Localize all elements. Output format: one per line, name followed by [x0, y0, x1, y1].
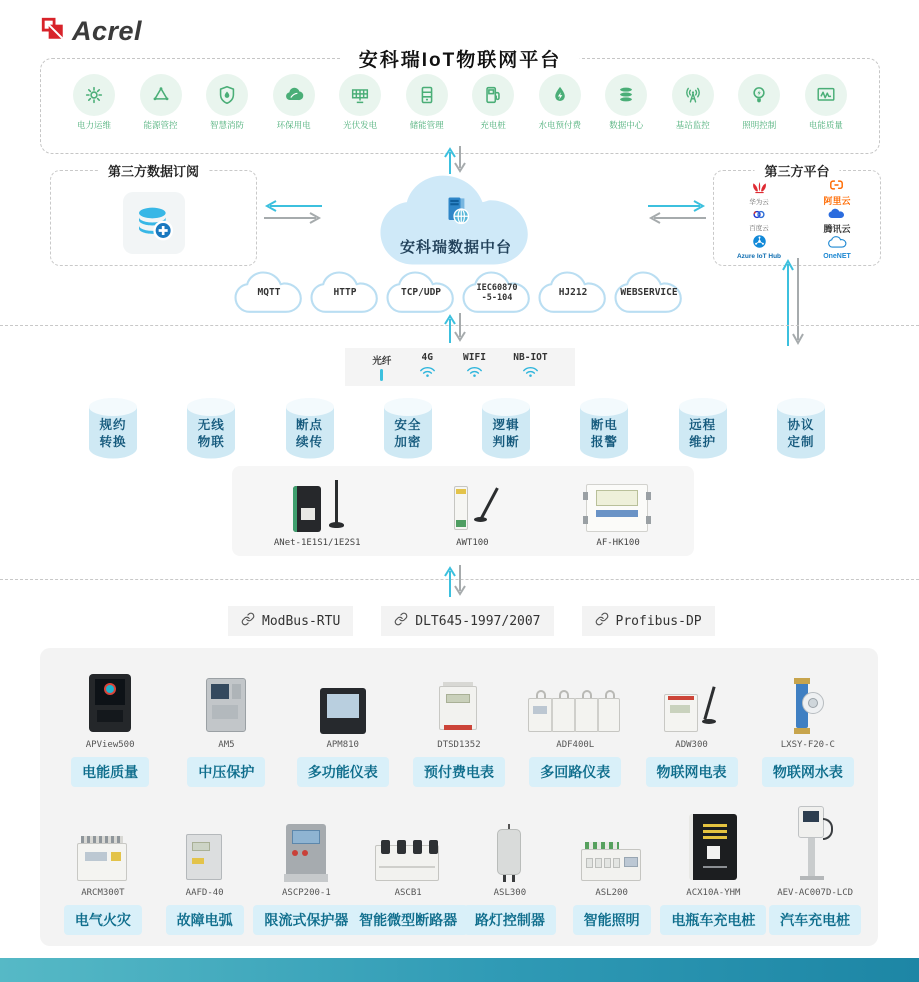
protocol-label: HJ212 — [558, 287, 588, 298]
app-label: 充电桩 — [480, 120, 506, 130]
app-item-solar-pv — [331, 74, 389, 131]
capability-label: 报警 — [590, 434, 618, 449]
app-item-data-center — [597, 74, 655, 131]
base-station-icon — [672, 74, 714, 116]
provider-ali-cloud — [823, 179, 850, 206]
app-item-lighting-control — [730, 74, 788, 131]
aev-charger-device-image — [792, 806, 838, 882]
app-item-power-quality — [797, 74, 855, 131]
apview500-device-image — [87, 672, 133, 734]
capability-cylinder — [577, 397, 631, 461]
eco-power-icon — [273, 74, 315, 116]
app-item-prepaid-utility — [531, 74, 589, 131]
device-aev-ac007d-lcd — [764, 812, 866, 935]
brand-name: Acrel — [72, 16, 143, 46]
protocol-label: IEC60870 — [476, 283, 518, 293]
conn-4g — [419, 352, 436, 383]
device-category-chip: 中压保护 — [187, 757, 265, 787]
provider-label: 华为云 — [749, 198, 769, 206]
device-model: DTSD1352 — [437, 740, 481, 750]
exchange-arrows-left — [262, 199, 324, 230]
data-center-icon — [605, 74, 647, 116]
conn-label: 4G — [421, 351, 433, 363]
capability-label: 定制 — [787, 434, 815, 449]
devices-row-2 — [52, 812, 866, 935]
capability-label: 协议 — [787, 418, 815, 432]
device-category-chip: 多回路仪表 — [529, 757, 621, 787]
capability-cylinder — [283, 397, 337, 461]
gateway-box — [232, 466, 694, 556]
capability-label: 物联 — [197, 434, 225, 449]
device-category-chip: 限流式保护器 — [253, 905, 359, 935]
protocol-chip-label: DLT645-1997/2007 — [415, 613, 541, 629]
bottom-accent-bar — [0, 958, 919, 982]
lxsy-water-meter-image — [788, 678, 828, 734]
provider-huawei-cloud — [749, 180, 769, 207]
ev-charger-icon — [472, 74, 514, 116]
onenet-icon — [828, 236, 847, 252]
gateway-model: AWT100 — [456, 538, 489, 548]
device-model: LXSY-F20-C — [780, 740, 835, 750]
protocol-chip-modbus — [228, 606, 353, 636]
protocol-label: MQTT — [257, 287, 281, 298]
device-model: AAFD-40 — [185, 888, 224, 898]
wifi-icon — [419, 364, 436, 383]
cloud-content — [372, 170, 540, 272]
protocol-label: HTTP — [333, 287, 357, 298]
protocol-chip-profibus — [582, 606, 715, 636]
gateway-afhk100 — [584, 482, 652, 548]
device-apview500 — [52, 664, 168, 787]
device-category-chip: 故障电弧 — [166, 905, 244, 935]
protocol-chip-dlt645 — [381, 606, 553, 636]
updown-arrow-middle — [442, 312, 468, 349]
third-party-subscription-box — [50, 164, 257, 266]
gateway-awt100 — [444, 482, 500, 548]
capability-label: 远程 — [689, 418, 717, 432]
acrel-logo-icon — [40, 16, 66, 47]
lighting-control-icon — [738, 74, 780, 116]
app-label: 基站监控 — [675, 120, 710, 130]
server-icon — [438, 193, 474, 234]
energy-storage-icon — [406, 74, 448, 116]
provider-azure-iot-hub — [737, 234, 781, 261]
device-adw300 — [633, 664, 749, 787]
app-label: 数据中心 — [609, 120, 644, 130]
link-icon — [394, 612, 408, 630]
app-label: 电力运维 — [76, 120, 111, 130]
fire-safety-icon — [206, 74, 248, 116]
protocol-cloud-iec60870 — [461, 270, 533, 316]
protocol-cloud-webservice — [613, 270, 685, 316]
app-item-energy-mgmt — [132, 74, 190, 131]
app-label: 智慧消防 — [210, 120, 245, 130]
device-category-chip: 电气火灾 — [64, 905, 142, 935]
app-item-fire-safety — [198, 74, 256, 131]
wifi-icon — [466, 364, 483, 383]
gateway-anet — [274, 480, 361, 548]
device-acx10a-yhw — [663, 812, 765, 935]
app-label: 能源管控 — [143, 120, 178, 130]
asl200-device-image — [581, 842, 643, 882]
device-arcm300t — [52, 812, 154, 935]
protocol-cloud-hj212 — [537, 270, 609, 316]
app-label: 水电预付费 — [538, 120, 581, 130]
capability-cylinder — [774, 397, 828, 461]
arcm300t-device-image — [77, 836, 129, 882]
capability-cylinder — [676, 397, 730, 461]
device-category-chip: 物联网水表 — [762, 757, 854, 787]
ascb1-device-image — [375, 840, 441, 882]
dtsd1352-device-image — [439, 682, 479, 734]
third-party-platform-box — [713, 164, 881, 266]
provider-baidu-cloud — [749, 208, 769, 233]
device-category-chip: 预付费电表 — [413, 757, 505, 787]
protocol-label: -5-104 — [481, 293, 513, 304]
provider-tencent-cloud — [823, 207, 850, 234]
app-item-base-station — [664, 74, 722, 131]
aafd40-device-image — [186, 834, 224, 882]
device-adf400l — [517, 664, 633, 787]
conn-label: NB-IOT — [513, 351, 548, 363]
provider-onenet — [823, 236, 851, 260]
app-item-eco-power — [265, 74, 323, 131]
device-am5 — [168, 664, 284, 787]
capability-label: 加密 — [394, 434, 422, 449]
power-quality-icon — [805, 74, 847, 116]
device-category-chip: 多功能仪表 — [297, 757, 389, 787]
device-category-chip: 电瓶车充电桩 — [660, 905, 766, 935]
device-category-chip: 汽车充电桩 — [769, 905, 861, 935]
database-subscribe-icon — [123, 192, 185, 254]
fiber-icon — [380, 369, 383, 381]
device-model: ASCB1 — [394, 888, 422, 898]
acx10a-device-image — [687, 814, 739, 882]
device-model: ACX10A-YHM — [686, 888, 741, 898]
device-model: ADF400L — [556, 740, 595, 750]
conn-fiber — [372, 353, 391, 381]
prepaid-utility-icon — [539, 74, 581, 116]
solar-pv-icon — [339, 74, 381, 116]
app-item-ev-charger — [464, 74, 522, 131]
third-party-subscription-title: 第三方数据订阅 — [98, 161, 209, 180]
device-lxsy-f20-c — [750, 664, 866, 787]
device-category-chip: 物联网电表 — [646, 757, 738, 787]
provider-label: 阿里云 — [823, 196, 851, 207]
device-category-chip: 智能微型断路器 — [348, 905, 468, 935]
capabilities-row — [86, 397, 828, 461]
device-ascb1 — [357, 812, 459, 935]
capability-label: 判断 — [492, 434, 520, 449]
capability-label: 安全 — [394, 418, 422, 432]
device-model: ASL200 — [595, 888, 628, 898]
devices-box — [40, 648, 878, 946]
app-label: 环保用电 — [276, 120, 311, 130]
protocol-label: WEBSERVICE — [620, 287, 678, 298]
capability-label: 维护 — [689, 434, 717, 449]
device-ascp200-1 — [256, 812, 358, 935]
device-model: AEV-AC007D-LCD — [777, 888, 854, 898]
provider-label: 百度云 — [749, 225, 769, 232]
device-dtsd1352 — [401, 664, 517, 787]
app-label: 电能质量 — [808, 120, 843, 130]
capability-label: 断电 — [590, 418, 618, 432]
azure-iot-hub-icon — [752, 234, 767, 253]
adf400l-device-image — [528, 690, 622, 734]
device-model: ADW300 — [675, 740, 708, 750]
exchange-arrows-right — [646, 199, 708, 230]
protocol-chip-label: Profibus-DP — [615, 613, 702, 629]
protocol-label: TCP/UDP — [400, 287, 442, 298]
provider-label: Azure IoT Hub — [736, 253, 782, 261]
app-item-power-ops — [65, 74, 123, 131]
capability-label: 续传 — [296, 434, 324, 449]
conn-label: WIFI — [463, 351, 486, 363]
protocol-cloud-http — [309, 270, 381, 316]
capability-label: 逻辑 — [492, 418, 520, 432]
devices-row-1 — [52, 664, 866, 787]
device-model: APM810 — [326, 740, 359, 750]
third-party-platform-title: 第三方平台 — [754, 161, 839, 180]
conn-nb-iot — [513, 352, 547, 383]
updown-arrow-right-long — [780, 256, 806, 353]
ali-cloud-icon — [829, 179, 844, 195]
tencent-cloud-icon — [828, 207, 845, 223]
device-asl200 — [561, 812, 663, 935]
acrel-logo — [40, 16, 142, 47]
apm810-device-image — [320, 686, 366, 734]
anet-device-image — [285, 480, 349, 534]
capability-cylinder — [86, 397, 140, 461]
gateway-model: AF-HK100 — [596, 538, 640, 548]
device-model: APView500 — [85, 740, 135, 750]
connectivity-bar — [345, 348, 575, 386]
energy-mgmt-icon — [140, 74, 182, 116]
conn-label: 光纤 — [372, 356, 392, 367]
data-middle-platform-cloud — [372, 170, 540, 272]
capability-cylinder — [381, 397, 435, 461]
app-item-energy-storage — [398, 74, 456, 131]
capability-cylinder — [184, 397, 238, 461]
baidu-cloud-icon — [751, 208, 767, 225]
asl300-device-image — [495, 824, 525, 882]
gateway-model: ANet-1E1S1/1E2S1 — [273, 538, 361, 548]
capability-label: 断点 — [296, 418, 324, 432]
protocol-cloud-tcp-udp — [385, 270, 457, 316]
device-model: AM5 — [218, 740, 235, 750]
field-protocols-row — [228, 606, 715, 636]
awt100-device-image — [444, 482, 500, 534]
app-label: 储能管理 — [409, 120, 444, 130]
device-category-chip: 电能质量 — [71, 757, 149, 787]
device-apm810 — [285, 664, 401, 787]
link-icon — [241, 612, 255, 630]
provider-label: 腾讯云 — [823, 223, 851, 234]
ascp200-device-image — [284, 824, 328, 882]
adw300-device-image — [664, 686, 720, 734]
power-ops-icon — [73, 74, 115, 116]
device-aafd-40 — [154, 812, 256, 935]
capability-label: 无线 — [197, 418, 225, 432]
device-model: ARCM300T — [81, 888, 125, 898]
protocol-clouds-row — [233, 270, 685, 316]
updown-arrow-bottom — [442, 564, 468, 603]
device-asl300 — [459, 812, 561, 935]
protocol-chip-label: ModBus-RTU — [262, 613, 341, 629]
capability-label: 转换 — [99, 434, 127, 449]
capability-label: 规约 — [99, 418, 127, 432]
conn-wifi — [463, 352, 486, 383]
huawei-cloud-icon — [751, 180, 768, 199]
link-icon — [595, 612, 609, 630]
device-category-chip: 智能照明 — [573, 905, 651, 935]
device-model: ASCP200-1 — [281, 888, 331, 898]
platform-title: 安科瑞IoT物联网平台 — [341, 45, 580, 72]
app-label: 照明控制 — [742, 120, 777, 130]
device-category-chip: 路灯控制器 — [464, 905, 556, 935]
cloud-label: 安科瑞数据中台 — [399, 239, 512, 256]
wifi-icon — [522, 364, 539, 383]
capability-cylinder — [479, 397, 533, 461]
protocol-cloud-mqtt — [233, 270, 305, 316]
platform-box — [40, 50, 880, 154]
afhk100-device-image — [584, 482, 652, 534]
am5-device-image — [203, 676, 249, 734]
provider-label: OneNET — [823, 252, 851, 260]
cloud-providers — [720, 179, 876, 261]
app-label: 光伏发电 — [343, 120, 378, 130]
device-model: ASL300 — [493, 888, 527, 898]
